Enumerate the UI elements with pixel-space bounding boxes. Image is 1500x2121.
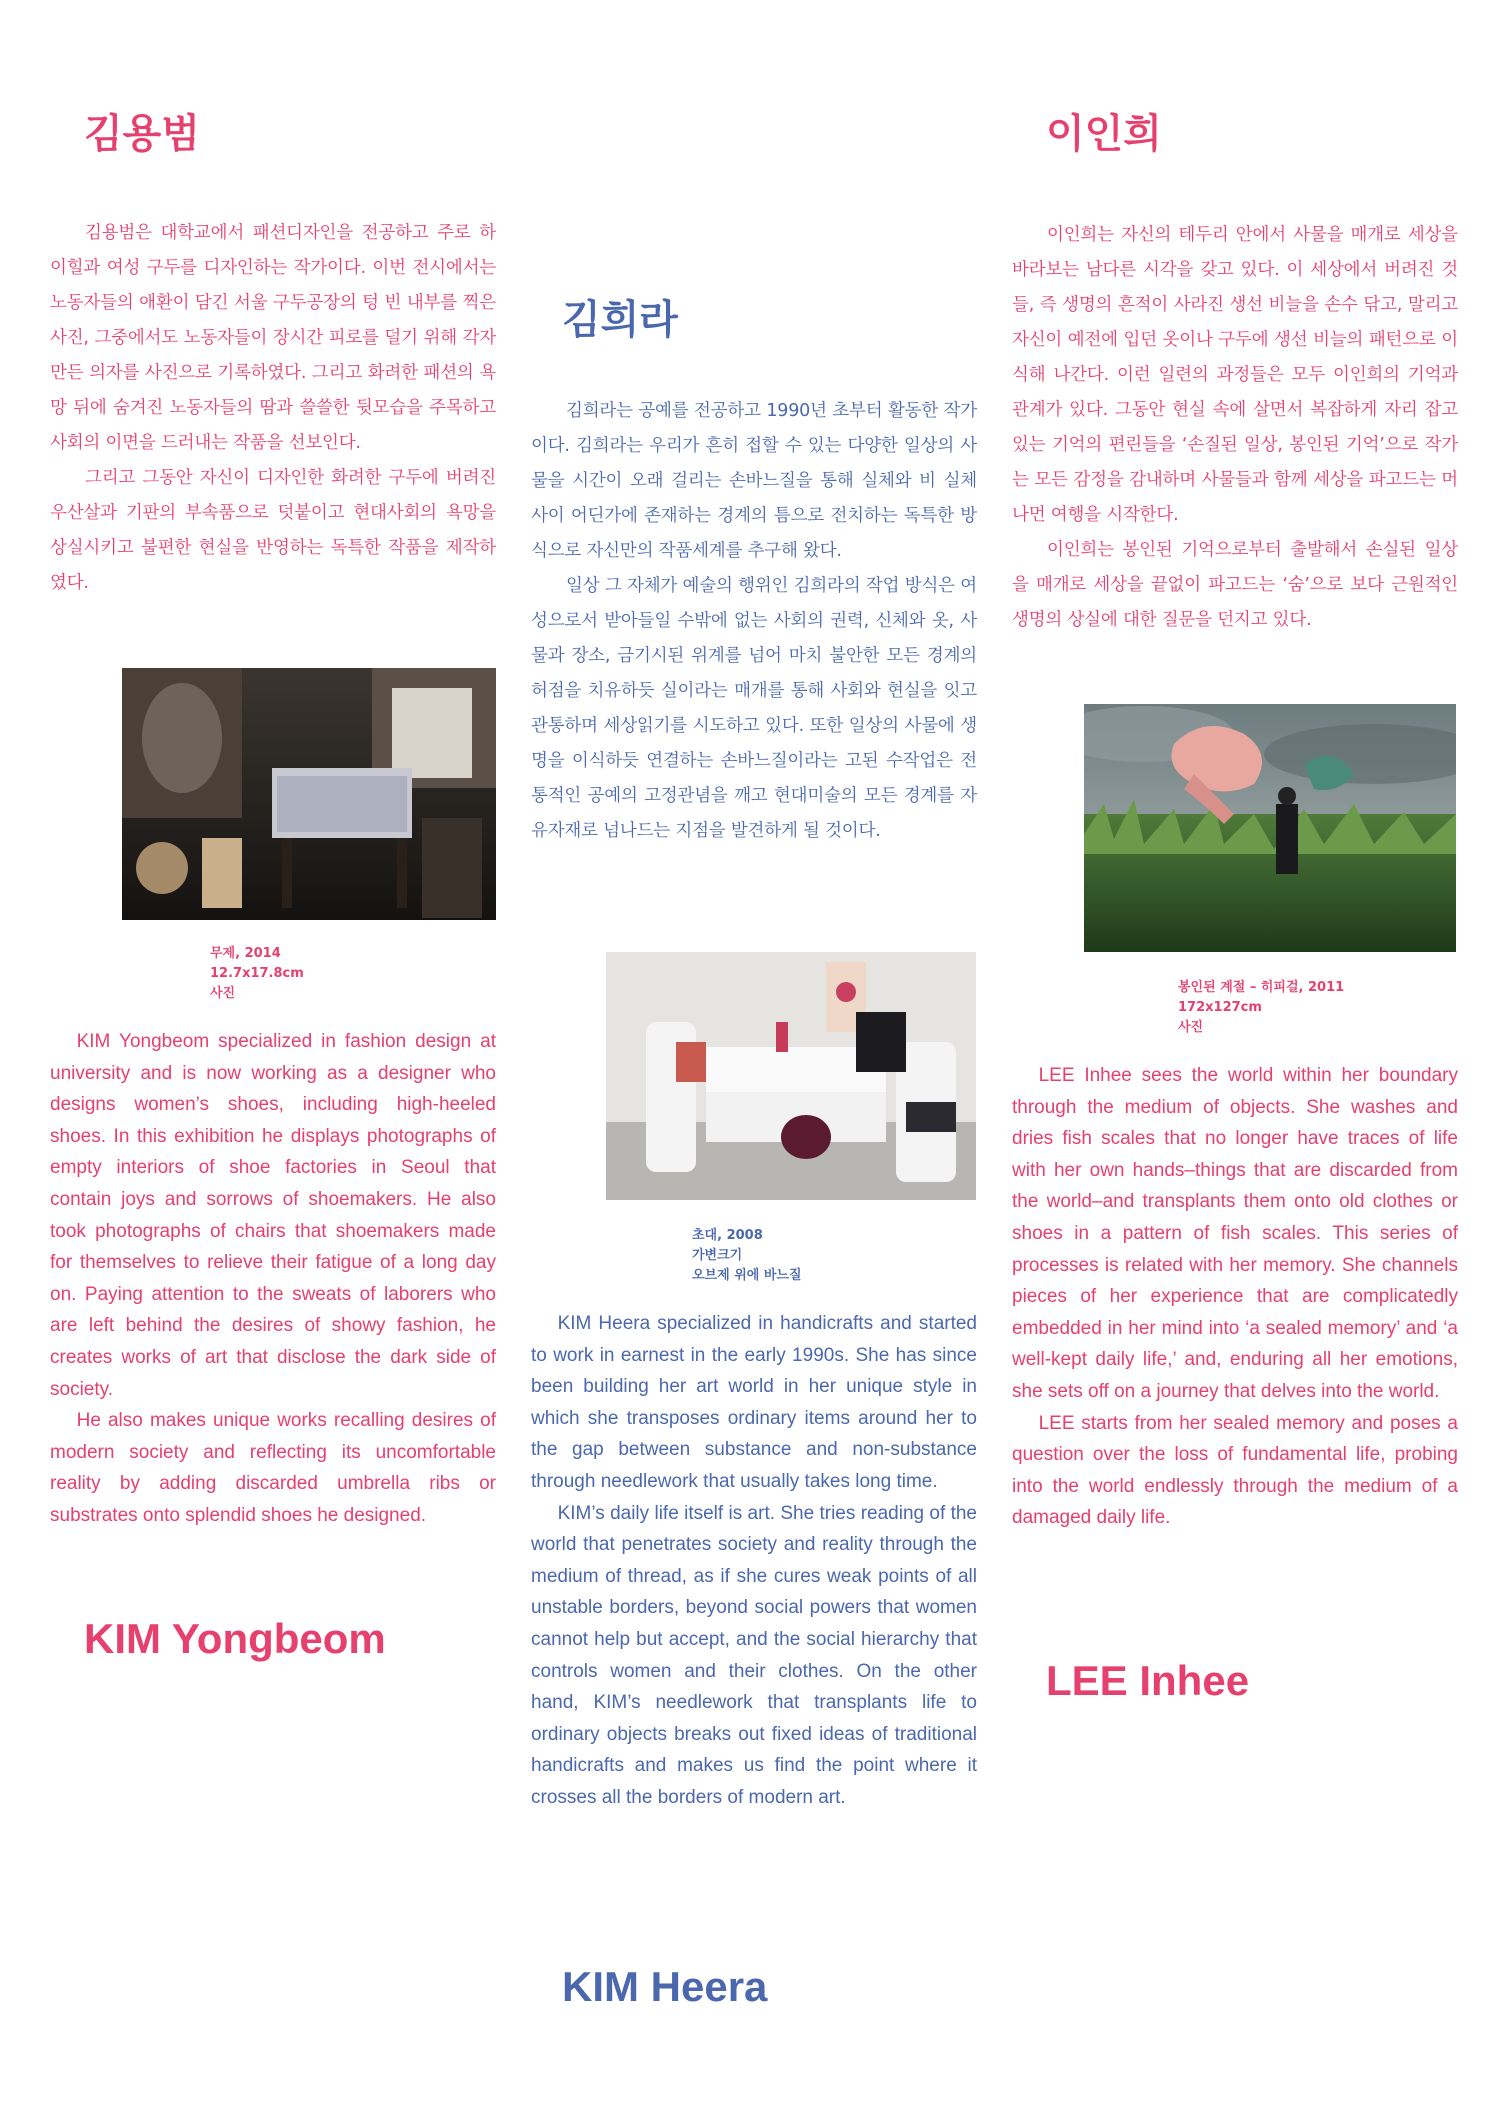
lee-inhee-title-ko: 이인희 — [1046, 111, 1162, 157]
kim-yongbeom-caption — [210, 944, 304, 1004]
kim-heera-en-paragraph-1: KIM Heera specialized in handicrafts and started to work in earnest in the early 1990s. She has since been building her art world in her unique style in which she transposes ordinary items around her to the gap between substance and non-substance through needlework that usually takes long time. — [531, 1313, 977, 1492]
kim-yongbeom-en-paragraph-2: He also makes unique works recalling desires of modern society and reflecting its uncomfortable reality by adding discarded umbrella ribs or substrates onto splendid shoes he designed. — [50, 1410, 496, 1526]
kim-heera-caption-size: 가변크기 — [692, 1248, 743, 1263]
lee-inhee-ko-paragraph-1: 이인희는 자신의 테두리 안에서 사물을 매개로 세상을 바라보는 남다른 시각을 갖고 있다. 이 세상에서 버려진 것들, 즉 생명의 흔적이 사라진 생선 비늘을 손수 닦고, 말리고 자신이 예전에 입던 옷이나 구두에 생선 비늘의 패턴으로 이식해 나간다. 이런 일련의 과정들은 모두 이인희의 기억과 관계가 있다. 그동안 현실 속에 살면서 복잡하게 자리 잡고 있는 기억의 편린들을 ‘손질된 일상, 봉인된 기억’으로 작가는 모든 감정을 감내하며 사물들과 함께 세상을 파고드는 머나먼 여행을 시작한다. — [1012, 225, 1458, 525]
lee-inhee-caption-title: 봉인된 계절 – 히피걸, 2011 — [1178, 980, 1345, 995]
kim-heera-caption — [692, 1226, 802, 1286]
lee-inhee-caption-medium: 사진 — [1178, 1020, 1204, 1035]
lee-inhee-body-ko — [1012, 218, 1458, 638]
lee-inhee-en-paragraph-2: LEE starts from her sealed memory and poses a question over the loss of fundamental life, probing into the world endlessly through the medium of a damaged daily life. — [1012, 1412, 1458, 1529]
lee-inhee-caption-size: 172x127cm — [1178, 1000, 1262, 1015]
kim-heera-body-en — [531, 1308, 977, 1814]
lee-inhee-title-en: LEE Inhee — [1046, 1657, 1250, 1704]
kim-heera-title-ko: 김희라 — [562, 297, 678, 343]
kim-yongbeom-artwork-photo — [122, 668, 496, 920]
lee-inhee-ko-paragraph-2: 이인희는 봉인된 기억으로부터 출발해서 손실된 일상을 매개로 세상을 끝없이 파고드는 ‘숨’으로 보다 근원적인 생명의 상실에 대한 질문을 던지고 있다. — [1012, 540, 1458, 630]
kim-heera-title-en: KIM Heera — [562, 1963, 768, 2010]
kim-yongbeom-ko-paragraph-1: 김용범은 대학교에서 패션디자인을 전공하고 주로 하이힐과 여성 구두를 디자인하는 작가이다. 이번 전시에서는 노동자들의 애환이 담긴 서울 구두공장의 텅 빈 내부를 찍은 사진, 그중에서도 노동자들이 장시간 피로를 덜기 위해 각자 만든 의자를 사진으로 기록하였다. 그리고 화려한 패션의 욕망 뒤에 숨겨진 노동자들의 땀과 쓸쓸한 뒷모습을 주목하고 사회의 이면을 드러내는 작품을 선보인다. — [50, 223, 496, 453]
lee-inhee-artwork-photo — [1084, 704, 1456, 952]
kim-heera-en-paragraph-2: KIM’s daily life itself is art. She tries reading of the world that penetrates society and reality through the medium of thread, as if she cures weak points of all unstable borders, beyond social powers that women cannot help but accept, and the social hierarchy that controls women and their clothes. On the other hand, KIM’s needlework that transplants life to ordinary objects breaks out fixed ideas of traditional handicrafts and makes us find the point where it crosses all the borders of modern art. — [531, 1502, 977, 1808]
kim-heera-ko-paragraph-2: 일상 그 자체가 예술의 행위인 김희라의 작업 방식은 여성으로서 받아들일 수밖에 없는 사회의 권력, 신체와 옷, 사물과 장소, 금기시된 위계를 넘어 마치 불안한 모든 경계의 허점을 치유하듯 실이라는 매개를 통해 사회와 현실을 잇고 관통하며 세상읽기를 시도하고 있다. 또한 일상의 사물에 생명을 이식하듯 연결하는 손바느질이라는 고된 수작업은 전통적인 공예의 고정관념을 깨고 현대미술의 모든 경계를 자유자재로 넘나드는 지점을 발견하게 될 것이다. — [531, 576, 977, 841]
kim-heera-caption-medium: 오브제 위에 바느질 — [692, 1268, 802, 1283]
kim-heera-caption-title: 초대, 2008 — [692, 1228, 763, 1243]
kim-heera-artwork-photo — [606, 952, 976, 1200]
kim-yongbeom-title-ko: 김용범 — [84, 111, 200, 157]
lee-inhee-caption — [1178, 978, 1344, 1038]
kim-yongbeom-caption-title: 무제, 2014 — [210, 946, 281, 961]
kim-yongbeom-en-paragraph-1: KIM Yongbeom specialized in fashion design at university and is now working as a designer who designs women’s shoes, including high-heeled shoes. In this exhibition he displays photographs of empty interiors of shoe factories in Seoul that contain joys and sorrows of shoemakers. He also took photographs of chairs that shoemakers made for themselves to relieve their fatigue of a long day on. Paying attention to the sweats of laborers who are left behind the desires of showy fashion, he creates works of art that disclose the dark side of society. — [50, 1031, 496, 1400]
kim-yongbeom-body-en — [50, 1026, 496, 1532]
kim-yongbeom-caption-medium: 사진 — [210, 986, 236, 1001]
kim-yongbeom-ko-paragraph-2: 그리고 그동안 자신이 디자인한 화려한 구두에 버려진 우산살과 기판의 부속품으로 덧붙이고 현대사회의 욕망을 상실시키고 불편한 현실을 반영하는 독특한 작품을 제작하였다. — [50, 468, 496, 593]
kim-yongbeom-caption-size: 12.7x17.8cm — [210, 966, 304, 981]
lee-inhee-body-en — [1012, 1060, 1458, 1534]
kim-heera-ko-paragraph-1: 김희라는 공예를 전공하고 1990년 초부터 활동한 작가이다. 김희라는 우리가 흔히 접할 수 있는 다양한 일상의 사물을 시간이 오래 걸리는 손바느질을 통해 실체와 비 실체 사이 어딘가에 존재하는 경계의 틈으로 전치하는 독특한 방식으로 자신만의 작품세계를 추구해 왔다. — [531, 401, 977, 561]
kim-heera-body-ko — [531, 394, 977, 849]
lee-inhee-en-paragraph-1: LEE Inhee sees the world within her boundary through the medium of objects. She washes and dries fish scales that no longer have traces of life with her own hands–things that are discarded from the world–and transplants them onto old clothes or shoes in a pattern of fish scales. This series of processes is related with her memory. She channels pieces of her experience that are complicatedly embedded in her mind into ‘a sealed memory’ and ‘a well-kept daily life,’ and, enduring all her emotions, she sets off on a journey that delves into the world. — [1012, 1065, 1458, 1402]
kim-yongbeom-title-en: KIM Yongbeom — [84, 1615, 386, 1662]
kim-yongbeom-body-ko — [50, 216, 496, 601]
